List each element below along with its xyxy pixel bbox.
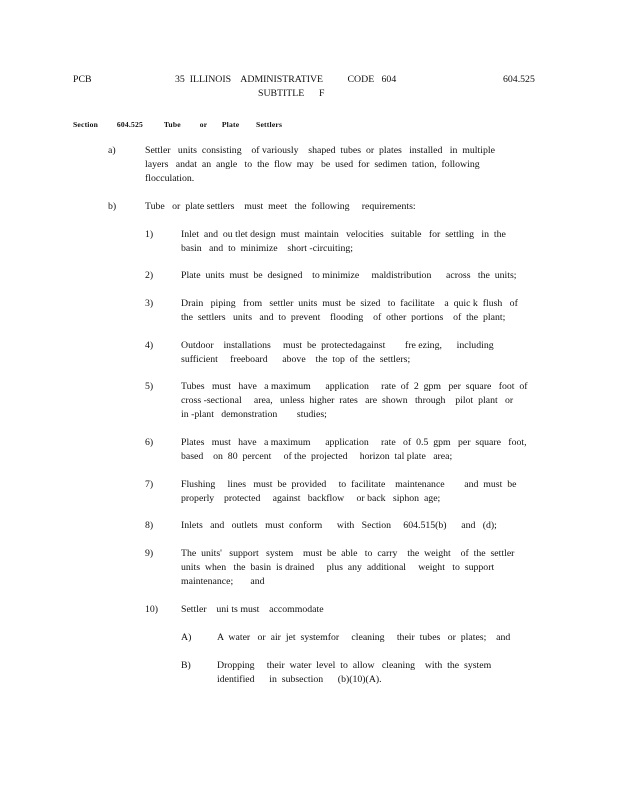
- item-line: cross -sectional area, unless higher rates are shown through pilot plant or: [181, 395, 514, 406]
- subitem-line: Dropping their water level to allow cleaning with the system: [217, 660, 492, 671]
- item-label: 2): [145, 270, 154, 281]
- item-line: Tubes must have a maximum application rate of 2 gpm per square foot of: [181, 381, 528, 392]
- item-label: 7): [145, 479, 154, 490]
- paragraph-line: Settler units consisting of variously shaped tubes or plates installed in multiple: [145, 145, 495, 156]
- subitem-line: A water or air jet systemfor cleaning their tubes or plates; and: [217, 632, 511, 643]
- item-line: Inlet and ou tlet design must maintain velocities suitable for settling in the: [181, 229, 506, 240]
- paragraph-line: Tube or plate settlers must meet the following requirements:: [145, 201, 416, 212]
- item-label: 4): [145, 340, 154, 351]
- item-label: 1): [145, 229, 154, 240]
- item-label: 3): [145, 298, 154, 309]
- header-subtitle: SUBTITLE F: [258, 88, 325, 99]
- item-line: Drain piping from settler units must be sized to facilitate a quic k flush of: [181, 298, 518, 309]
- paragraph-line: layers andat an angle to the flow may be used for sedimen tation, following: [145, 159, 480, 170]
- item-line: Flushing lines must be provided to facilitate maintenance and must be: [181, 479, 517, 490]
- item-label: 8): [145, 520, 154, 531]
- subitem-line: identified in subsection (b)(10)(A).: [217, 674, 382, 685]
- item-line: Settler uni ts must accommodate: [181, 604, 324, 615]
- paragraph-line: flocculation.: [145, 173, 195, 184]
- item-line: units when the basin is drained plus any additional weight to support: [181, 562, 495, 573]
- item-label: 5): [145, 381, 154, 392]
- paragraph-label: a): [108, 145, 116, 156]
- item-line: in -plant demonstration studies;: [181, 409, 327, 420]
- item-line: Inlets and outlets must conform with Section 604.515(b) and (d);: [181, 520, 497, 531]
- item-label: 10): [145, 604, 159, 615]
- paragraph-label: b): [108, 201, 117, 212]
- item-label: 9): [145, 548, 154, 559]
- header-section-number: 604.525: [503, 74, 535, 85]
- item-line: Plates must have a maximum application rate of 0.5 gpm per square foot,: [181, 437, 527, 448]
- section-heading: Section 604.525 Tube or Plate Settlers: [73, 120, 283, 129]
- item-line: Plate units must be designed to minimize maldistribution across the units;: [181, 270, 517, 281]
- subitem-label: B): [181, 660, 191, 671]
- subitem-label: A): [181, 632, 192, 643]
- item-line: Outdoor installations must be protectedagainst fre ezing, including: [181, 340, 494, 351]
- item-line: based on 80 percent of the projected horizon tal plate area;: [181, 451, 453, 462]
- header-code-title: 35 ILLINOIS ADMINISTRATIVE CODE 604: [175, 74, 397, 85]
- item-line: properly protected against backflow or back siphon age;: [181, 493, 441, 504]
- item-line: maintenance; and: [181, 576, 265, 587]
- header-agency: PCB: [73, 74, 92, 85]
- item-label: 6): [145, 437, 154, 448]
- item-line: the settlers units and to prevent flooding of other portions of the plant;: [181, 312, 506, 323]
- item-line: The units' support system must be able to carry the weight of the settler: [181, 548, 515, 559]
- item-line: basin and to minimize short -circuiting;: [181, 243, 353, 254]
- item-line: sufficient freeboard above the top of the settlers;: [181, 354, 411, 365]
